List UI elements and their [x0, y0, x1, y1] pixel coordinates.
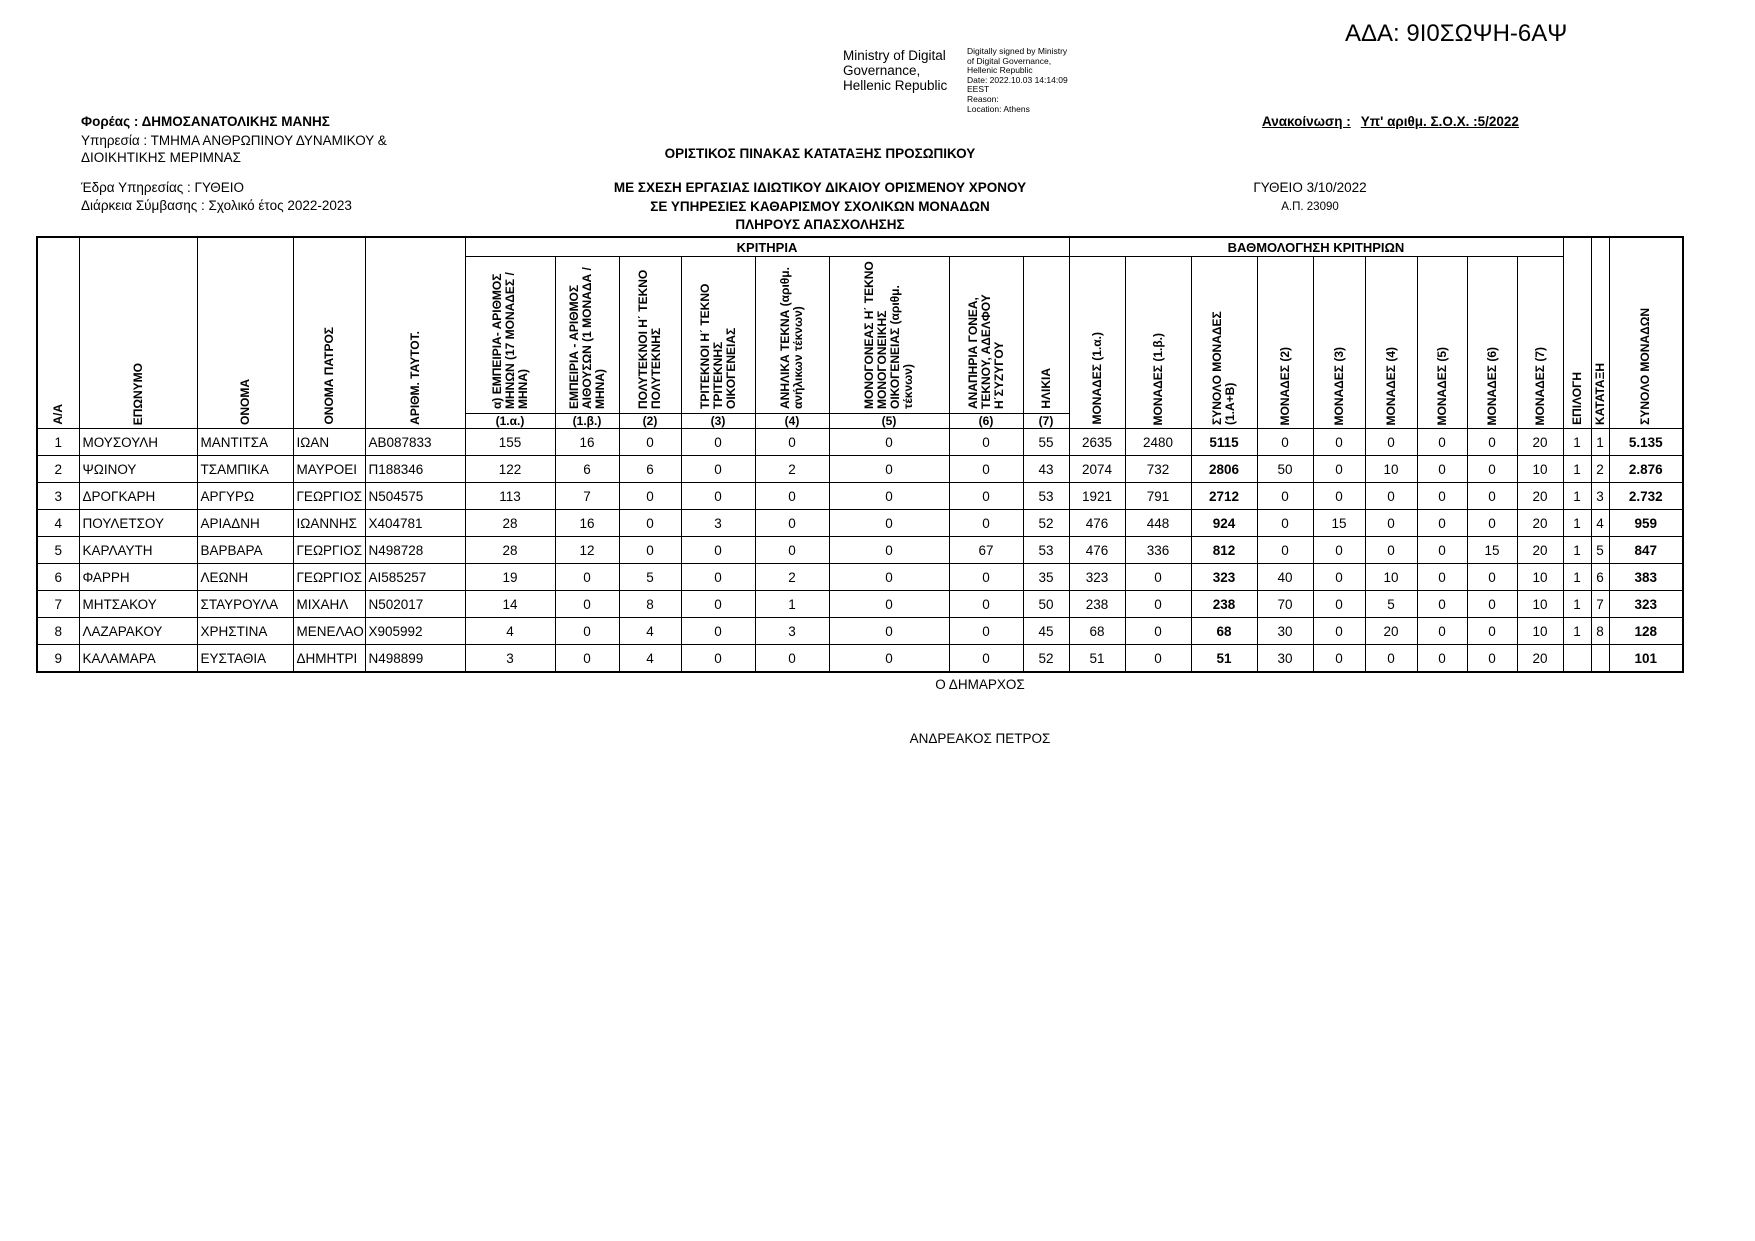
diarkeia: Διάρκεια Σύμβασης : Σχολικό έτος 2022-2023	[81, 198, 352, 213]
signature-detail-line: Date: 2022.10.03 14:14:09	[967, 74, 1068, 85]
table-cell: ΜΟΥΣΟΥΛΗ	[79, 429, 197, 456]
col-header-triteknoi: ΤΡΙΤΕΚΝΟΙ Η΄ ΤΕΚΝΟ ΤΡΙΤΕΚΝΗΣ ΟΙΚΟΓΕΝΕΙΑΣ (3)	[681, 257, 755, 429]
table-cell: ΚΑΡΛΑΥΤΗ	[79, 537, 197, 564]
table-cell: 10	[1517, 564, 1563, 591]
edra: Έδρα Υπηρεσίας : ΓΥΘΕΙΟ	[81, 180, 244, 195]
signature-name	[843, 48, 963, 93]
table-cell: 0	[681, 456, 755, 483]
table-cell: 0	[681, 645, 755, 673]
table-cell: 0	[555, 618, 619, 645]
col-header-units-5: ΜΟΝΑΔΕΣ (5)	[1417, 257, 1467, 429]
table-cell: ΒΑΡΒΑΡΑ	[197, 537, 293, 564]
table-cell: 3	[1591, 483, 1609, 510]
table-cell: 0	[829, 618, 949, 645]
col-header-surname: ΕΠΩΝΥΜΟ	[79, 237, 197, 429]
table-cell: 0	[1313, 429, 1365, 456]
table-cell: 6	[37, 564, 79, 591]
table-cell: 0	[1313, 483, 1365, 510]
table-cell: ΛΕΩΝΗ	[197, 564, 293, 591]
table-cell: 5	[1591, 537, 1609, 564]
signature-details	[967, 47, 1107, 114]
col-header-units-4: ΜΟΝΑΔΕΣ (4)	[1365, 257, 1417, 429]
table-cell: 0	[619, 483, 681, 510]
table-cell: 10	[1365, 456, 1417, 483]
table-cell: 155	[465, 429, 555, 456]
table-cell: 0	[829, 456, 949, 483]
table-cell: ΣΤΑΥΡΟΥΛΑ	[197, 591, 293, 618]
table-cell: 10	[1517, 456, 1563, 483]
col-header-single-parent: ΜΟΝΟΓΟΝΕΑΣ Η΄ ΤΕΚΝΟ ΜΟΝΟΓΟΝΕΙΚΗΣ ΟΙΚΟΓΕΝΕΙΑΣ (αριθμ. τέκνων) (5)	[829, 257, 949, 429]
signature-detail-line: Hellenic Republic	[967, 65, 1033, 76]
table-cell: 0	[829, 591, 949, 618]
table-cell: 959	[1609, 510, 1683, 537]
table-cell: 238	[1191, 591, 1257, 618]
table-cell: 0	[1365, 510, 1417, 537]
table-cell: 0	[1417, 618, 1467, 645]
table-cell: 383	[1609, 564, 1683, 591]
table-cell: 0	[1417, 429, 1467, 456]
table-body	[37, 429, 1683, 673]
table-cell: 2635	[1069, 429, 1125, 456]
table-cell: 4	[619, 618, 681, 645]
table-cell: 0	[755, 483, 829, 510]
table-cell: 9	[37, 645, 79, 673]
table-cell: 43	[1023, 456, 1069, 483]
table-cell: 0	[829, 510, 949, 537]
table-cell: 122	[465, 456, 555, 483]
table-cell: 0	[949, 645, 1023, 673]
table-cell: 0	[1467, 564, 1517, 591]
table-cell: 20	[1517, 510, 1563, 537]
table-cell: 3	[681, 510, 755, 537]
table-cell: 2712	[1191, 483, 1257, 510]
table-cell: 0	[1257, 537, 1313, 564]
table-cell: 52	[1023, 645, 1069, 673]
table-cell: 8	[619, 591, 681, 618]
subtitle-line-3: ΠΛΗΡΟΥΣ ΑΠΑΣΧΟΛΗΣΗΣ	[735, 217, 905, 232]
table-cell: 2	[755, 564, 829, 591]
table-cell: 0	[1467, 456, 1517, 483]
table-cell: 16	[555, 510, 619, 537]
table-cell: 0	[681, 483, 755, 510]
col-header-units-6: ΜΟΝΑΔΕΣ (6)	[1467, 257, 1517, 429]
col-header-id: ΑΡΙΘΜ. ΤΑΥΤΟΤ.	[365, 237, 465, 429]
table-cell: 19	[465, 564, 555, 591]
table-cell: 0	[681, 618, 755, 645]
table-cell: 0	[1125, 618, 1191, 645]
announcement	[1262, 114, 1519, 129]
table-cell: 6	[619, 456, 681, 483]
table-cell: 2806	[1191, 456, 1257, 483]
announcement-label: Ανακοίνωση :	[1262, 114, 1351, 129]
table-cell: 0	[1125, 564, 1191, 591]
table-cell: 20	[1517, 429, 1563, 456]
col-header-name: ΟΝΟΜΑ	[197, 237, 293, 429]
table-cell: 0	[555, 564, 619, 591]
table-row	[37, 483, 1683, 510]
table-cell: 0	[1467, 645, 1517, 673]
table-cell: ΔΡΟΓΚΑΡΗ	[79, 483, 197, 510]
table-cell: 53	[1023, 537, 1069, 564]
table-cell: 0	[1417, 564, 1467, 591]
table-cell: 50	[1023, 591, 1069, 618]
table-cell: 0	[1313, 618, 1365, 645]
table-cell: 1	[755, 591, 829, 618]
table-cell: 476	[1069, 510, 1125, 537]
signature-detail-line: of Digital Governance,	[967, 55, 1052, 66]
table-cell: 4	[465, 618, 555, 645]
signature-detail-line: Digitally signed by Ministry	[967, 46, 1068, 56]
table-cell: 0	[1313, 537, 1365, 564]
table-cell: 5115	[1191, 429, 1257, 456]
col-header-units-2: ΜΟΝΑΔΕΣ (2)	[1257, 257, 1313, 429]
table-cell: 113	[465, 483, 555, 510]
table-cell: 2480	[1125, 429, 1191, 456]
col-header-polyteknoi: ΠΟΛΥΤΕΚΝΟΙ Η΄ ΤΕΚΝΟ ΠΟΛΥΤΕΚΝΗΣ (2)	[619, 257, 681, 429]
col-header-minor-children: ΑΝΗΛΙΚΑ ΤΕΚΝΑ (αριθμ. ανήλικων τέκνων) (4)	[755, 257, 829, 429]
table-cell: ΜΕΝΕΛΑΟ	[293, 618, 365, 645]
col-header-total: ΣΥΝΟΛΟ ΜΟΝΑΔΩΝ	[1609, 237, 1683, 429]
table-cell: 45	[1023, 618, 1069, 645]
col-header-age: ΗΛΙΚΙΑ (7)	[1023, 257, 1069, 429]
table-cell: 51	[1069, 645, 1125, 673]
col-header-units-1b: ΜΟΝΑΔΕΣ (1.β.)	[1125, 257, 1191, 429]
table-cell: 0	[755, 537, 829, 564]
table-cell: 0	[619, 429, 681, 456]
table-cell: 0	[1417, 510, 1467, 537]
col-header-rank: ΚΑΤΑΤΑΞΗ	[1591, 237, 1609, 429]
table-cell: Ν498728	[365, 537, 465, 564]
table-cell: 4	[37, 510, 79, 537]
mayor-name: ΑΝΔΡΕΑΚΟΣ ΠΕΤΡΟΣ	[909, 731, 1051, 746]
table-cell: 323	[1191, 564, 1257, 591]
table-cell: 52	[1023, 510, 1069, 537]
table-cell: 0	[1417, 537, 1467, 564]
table-cell: 20	[1517, 645, 1563, 673]
table-cell: 7	[37, 591, 79, 618]
table-cell: ΕΥΣΤΑΘΙΑ	[197, 645, 293, 673]
table-cell: ΓΕΩΡΓΙΟΣ	[293, 537, 365, 564]
table-cell: 3	[465, 645, 555, 673]
table-cell: 924	[1191, 510, 1257, 537]
table-cell: ΨΩΙΝΟΥ	[79, 456, 197, 483]
table-cell: 20	[1365, 618, 1417, 645]
table-cell: 10	[1517, 618, 1563, 645]
table-row	[37, 537, 1683, 564]
col-header-exp-rooms: ΕΜΠΕΙΡΙΑ - ΑΡΙΘΜΟΣ ΑΙΘΟΥΣΩΝ (1 ΜΟΝΑΔΑ /ΜΗΝΑ) (1.β.)	[555, 257, 619, 429]
table-cell: 28	[465, 510, 555, 537]
subtitle-line-1: ΜΕ ΣΧΕΣΗ ΕΡΓΑΣΙΑΣ ΙΔΙΩΤΙΚΟΥ ΔΙΚΑΙΟΥ ΟΡΙΣΜΕΝΟΥ ΧΡΟΝΟΥ	[613, 180, 1027, 195]
group-header-criteria: ΚΡΙΤΗΡΙΑ	[465, 237, 1069, 257]
table-cell: ΙΩΑΝΝΗΣ	[293, 510, 365, 537]
signature-name-line: Hellenic Republic	[843, 78, 948, 93]
table-cell: 0	[681, 591, 755, 618]
table-cell: 5.135	[1609, 429, 1683, 456]
table-cell: 1	[1563, 456, 1591, 483]
table-cell: 2.732	[1609, 483, 1683, 510]
table-cell: 10	[1365, 564, 1417, 591]
table-cell: ΧΡΗΣΤΙΝΑ	[197, 618, 293, 645]
table-cell: ΙΩΑΝ	[293, 429, 365, 456]
table-cell: 0	[1467, 591, 1517, 618]
table-cell: 0	[829, 645, 949, 673]
table-cell: 323	[1069, 564, 1125, 591]
table-cell: 12	[555, 537, 619, 564]
ranking-table	[36, 236, 1684, 673]
foreas: Φορέας : ΔΗΜΟΣΑΝΑΤΟΛΙΚΗΣ ΜΑΝΗΣ	[81, 114, 330, 129]
table-row	[37, 591, 1683, 618]
table-cell: 0	[949, 591, 1023, 618]
table-row	[37, 618, 1683, 645]
col-header-aa: Α/Α	[37, 237, 79, 429]
table-cell	[1563, 645, 1591, 673]
table-cell: 0	[555, 591, 619, 618]
table-cell: 0	[755, 645, 829, 673]
table-row	[37, 456, 1683, 483]
table-cell: 0	[1125, 591, 1191, 618]
table-cell: 1921	[1069, 483, 1125, 510]
table-cell: 30	[1257, 645, 1313, 673]
table-cell: 0	[1417, 591, 1467, 618]
protocol-number: Α.Π. 23090	[1281, 201, 1339, 213]
signature-detail-line: Reason:	[967, 93, 999, 104]
table-cell: Ν504575	[365, 483, 465, 510]
table-cell: 0	[1365, 429, 1417, 456]
table-cell: 448	[1125, 510, 1191, 537]
table-row	[37, 564, 1683, 591]
table-cell: 0	[1467, 510, 1517, 537]
table-cell: ΓΕΩΡΓΙΟΣ	[293, 483, 365, 510]
table-cell: 238	[1069, 591, 1125, 618]
table-cell: Π188346	[365, 456, 465, 483]
mayor-title: Ο ΔΗΜΑΡΧΟΣ	[935, 677, 1025, 692]
table-cell: 0	[829, 429, 949, 456]
table-cell: 0	[1365, 645, 1417, 673]
table-cell: 68	[1069, 618, 1125, 645]
table-cell: 15	[1313, 510, 1365, 537]
table-cell: Ν502017	[365, 591, 465, 618]
table-cell: 2074	[1069, 456, 1125, 483]
table-cell: 14	[465, 591, 555, 618]
signature-detail-line: Location: Athens	[967, 103, 1030, 114]
table-cell: 0	[829, 537, 949, 564]
table-cell: 8	[1591, 618, 1609, 645]
table-cell: ΚΑΛΑΜΑΡΑ	[79, 645, 197, 673]
table-cell: 0	[1257, 483, 1313, 510]
table-cell: 847	[1609, 537, 1683, 564]
table-cell: 0	[1257, 510, 1313, 537]
table-cell: 0	[1467, 429, 1517, 456]
table-cell: 10	[1517, 591, 1563, 618]
table-cell: 0	[681, 429, 755, 456]
table-cell: 0	[755, 510, 829, 537]
table-cell: 70	[1257, 591, 1313, 618]
table-cell: 0	[555, 645, 619, 673]
table-cell: ΑΡΓΥΡΩ	[197, 483, 293, 510]
table-cell: 1	[1563, 618, 1591, 645]
table-cell: 8	[37, 618, 79, 645]
col-header-disability: ΑΝΑΠΗΡΙΑ ΓΟΝΕΑ, ΤΕΚΝΟΥ, ΑΔΕΛΦΟΥ Η΄ΣΥΖΥΓΟΥ (6)	[949, 257, 1023, 429]
table-cell: 101	[1609, 645, 1683, 673]
table-cell: 1	[1563, 429, 1591, 456]
signature-name-line: Ministry of Digital	[843, 48, 946, 63]
table-cell: ΦΑΡΡΗ	[79, 564, 197, 591]
table-cell: ΤΣΑΜΠΙΚΑ	[197, 456, 293, 483]
table-cell: 0	[829, 564, 949, 591]
table-cell: Χ404781	[365, 510, 465, 537]
table-cell: ΓΕΩΡΓΙΟΣ	[293, 564, 365, 591]
table-cell: 732	[1125, 456, 1191, 483]
table-cell: Ν498899	[365, 645, 465, 673]
table-cell: 2	[1591, 456, 1609, 483]
table-cell: 0	[949, 618, 1023, 645]
date-place: ΓΥΘΕΙΟ 3/10/2022	[1253, 180, 1367, 195]
table-row	[37, 510, 1683, 537]
table-row	[37, 645, 1683, 673]
table-cell: 4	[619, 645, 681, 673]
table-cell: 50	[1257, 456, 1313, 483]
table-cell: 0	[619, 537, 681, 564]
table-cell: 0	[829, 483, 949, 510]
table-cell: 0	[1467, 483, 1517, 510]
subtitle-line-2: ΣΕ ΥΠΗΡΕΣΙΕΣ ΚΑΘΑΡΙΣΜΟΥ ΣΧΟΛΙΚΩΝ ΜΟΝΑΔΩΝ	[650, 199, 990, 214]
table-cell: 1	[1563, 537, 1591, 564]
table-cell: ΑΙ585257	[365, 564, 465, 591]
table-cell: 791	[1125, 483, 1191, 510]
col-header-units-sum: ΣΥΝΟΛΟ ΜΟΝΑΔΕΣ (1.Α+Β)	[1191, 257, 1257, 429]
table-cell: 5	[619, 564, 681, 591]
table-cell: 1	[1563, 564, 1591, 591]
col-header-units-7: ΜΟΝΑΔΕΣ (7)	[1517, 257, 1563, 429]
table-cell: 35	[1023, 564, 1069, 591]
table-cell: 68	[1191, 618, 1257, 645]
table-cell: 51	[1191, 645, 1257, 673]
table-cell: 0	[1257, 429, 1313, 456]
table-cell: 55	[1023, 429, 1069, 456]
table-cell: ΔΗΜΗΤΡΙ	[293, 645, 365, 673]
table-cell: 3	[37, 483, 79, 510]
table-cell: 0	[1417, 456, 1467, 483]
table-cell: 2	[755, 456, 829, 483]
signature-detail-line: EEST	[967, 84, 990, 95]
table-cell: 1	[1563, 510, 1591, 537]
col-header-units-3: ΜΟΝΑΔΕΣ (3)	[1313, 257, 1365, 429]
table-cell: 40	[1257, 564, 1313, 591]
table-cell: 323	[1609, 591, 1683, 618]
col-header-father: ΟΝΟΜΑ ΠΑΤΡΟΣ	[293, 237, 365, 429]
table-cell: ΜΑΥΡΟΕΙ	[293, 456, 365, 483]
table-cell: 15	[1467, 537, 1517, 564]
table-cell: ΛΑΖΑΡΑΚΟΥ	[79, 618, 197, 645]
table-row	[37, 429, 1683, 456]
ypiresia-line-2: ΔΙΟΙΚΗΤΙΚΗΣ ΜΕΡΙΜΝΑΣ	[81, 150, 241, 165]
table-cell: ΜΗΤΣΑΚΟΥ	[79, 591, 197, 618]
signature-name-line: Governance,	[843, 63, 921, 78]
table-cell: 16	[555, 429, 619, 456]
table-cell: 1	[1591, 429, 1609, 456]
table-cell: 30	[1257, 618, 1313, 645]
table-cell: 0	[949, 456, 1023, 483]
table-cell: 2.876	[1609, 456, 1683, 483]
table-cell: 476	[1069, 537, 1125, 564]
table-cell: ΑΒ087833	[365, 429, 465, 456]
table-cell: 0	[1313, 456, 1365, 483]
table-cell: ΜΑΝΤΙΤΣΑ	[197, 429, 293, 456]
table-cell: 336	[1125, 537, 1191, 564]
table-cell: 67	[949, 537, 1023, 564]
table-cell: 6	[1591, 564, 1609, 591]
table-cell: 128	[1609, 618, 1683, 645]
table-cell: 0	[1467, 618, 1517, 645]
table-cell: 0	[1417, 645, 1467, 673]
ypiresia-line-1: Υπηρεσία : ΤΜΗΜΑ ΑΝΘΡΩΠΙΝΟΥ ΔΥΝΑΜΙΚΟΥ &	[81, 133, 387, 148]
table-cell: ΑΡΙΑΔΝΗ	[197, 510, 293, 537]
table-cell: 7	[1591, 591, 1609, 618]
table-cell: Χ905992	[365, 618, 465, 645]
table-cell: 7	[555, 483, 619, 510]
table-cell: 20	[1517, 537, 1563, 564]
table-cell: 0	[1313, 645, 1365, 673]
table-cell: 1	[1563, 591, 1591, 618]
document-title: ΟΡΙΣΤΙΚΟΣ ΠΙΝΑΚΑΣ ΚΑΤΑΤΑΞΗΣ ΠΡΟΣΩΠΙΚΟΥ	[664, 146, 976, 161]
table-cell: 812	[1191, 537, 1257, 564]
table-cell: 0	[619, 510, 681, 537]
group-header-scoring: ΒΑΘΜΟΛΟΓΗΣΗ ΚΡΙΤΗΡΙΩΝ	[1069, 237, 1563, 257]
ada-code: ΑΔΑ: 9Ι0ΣΩΨΗ-6ΑΨ	[1345, 20, 1568, 47]
table-cell: ΜΙΧΑΗΛ	[293, 591, 365, 618]
table-cell: 1	[1563, 483, 1591, 510]
table-cell: 5	[37, 537, 79, 564]
table-cell: 20	[1517, 483, 1563, 510]
table-cell: 0	[681, 537, 755, 564]
table-cell: 5	[1365, 591, 1417, 618]
table-cell: 0	[1313, 564, 1365, 591]
col-header-choice: ΕΠΙΛΟΓΗ	[1563, 237, 1591, 429]
table-cell: 2	[37, 456, 79, 483]
table-cell: 0	[1417, 483, 1467, 510]
table-cell: 28	[465, 537, 555, 564]
table-cell: 0	[1365, 483, 1417, 510]
col-header-exp-months: α) ΕΜΠΕΙΡΙΑ- ΑΡΙΘΜΟΣ ΜΗΝΩΝ (17 ΜΟΝΑΔΕΣ /ΜΗΝΑ) (1.α.)	[465, 257, 555, 429]
table-cell: 0	[949, 564, 1023, 591]
table-cell	[1591, 645, 1609, 673]
col-header-units-1a: ΜΟΝΑΔΕΣ (1.α.)	[1069, 257, 1125, 429]
table-cell: 3	[755, 618, 829, 645]
table-cell: 0	[949, 483, 1023, 510]
table-cell: ΠΟΥΛΕΤΣΟΥ	[79, 510, 197, 537]
table-cell: 53	[1023, 483, 1069, 510]
table-cell: 0	[681, 564, 755, 591]
table-cell: 0	[949, 429, 1023, 456]
table-cell: 0	[1365, 537, 1417, 564]
table-cell: 0	[1313, 591, 1365, 618]
table-cell: 6	[555, 456, 619, 483]
table-cell: 0	[1125, 645, 1191, 673]
table-cell: 0	[755, 429, 829, 456]
table-cell: 1	[37, 429, 79, 456]
table-cell: 0	[949, 510, 1023, 537]
table-cell: 4	[1591, 510, 1609, 537]
announcement-number: Υπ' αριθμ. Σ.Ο.Χ. :5/2022	[1360, 114, 1519, 129]
